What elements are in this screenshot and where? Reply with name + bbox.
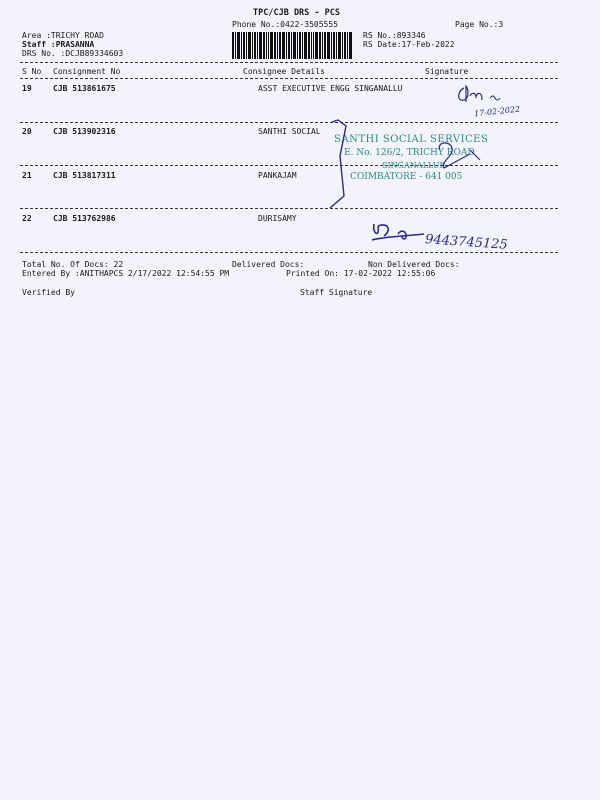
stamp-line: SINGANALLUR	[382, 161, 446, 170]
row-consignment: CJB 513902316	[53, 127, 116, 136]
stamp-line: COIMBATORE - 641 005	[350, 172, 463, 182]
divider	[20, 62, 558, 63]
signature-phone: 9443745125	[424, 232, 509, 253]
document-title: TPC/CJB DRS - PCS	[253, 8, 340, 18]
total-docs: Total No. Of Docs: 22	[22, 260, 124, 269]
divider	[20, 78, 558, 79]
row-sno: 22	[22, 214, 32, 223]
staff-signature-label: Staff Signature	[300, 288, 373, 297]
staff-name: PRASANNA	[55, 40, 95, 49]
column-header-consignment: Consignment No	[53, 67, 121, 76]
barcode-image	[232, 32, 352, 59]
area-label: Area :TRICHY ROAD	[22, 31, 104, 40]
delivered-docs: Delivered Docs:	[232, 260, 305, 269]
rs-date: RS Date:17-Feb-2022	[363, 40, 455, 49]
stamp-line: SANTHI SOCIAL SERVICES	[334, 134, 489, 145]
row-sno: 20	[22, 127, 32, 136]
column-header-consignee: Consignee Details	[243, 67, 325, 76]
column-header-sno: S No	[22, 67, 42, 76]
row-consignee: DURISAMY	[258, 214, 297, 223]
printed-on: Printed On: 17-02-2022 12:55:06	[286, 269, 436, 278]
signature-image	[320, 116, 500, 212]
signature-image	[368, 218, 428, 250]
staff-line	[22, 40, 94, 49]
verified-by-label: Verified By	[22, 288, 75, 297]
row-consignment: CJB 513861675	[53, 84, 116, 93]
row-consignment: CJB 513817311	[53, 171, 116, 180]
entered-by: Entered By :ANITHAPCS 2/17/2022 12:54:55 PM	[22, 269, 230, 278]
row-consignee: SANTHI SOCIAL	[258, 127, 321, 136]
staff-label: Staff :	[22, 40, 56, 49]
non-delivered-docs: Non Delivered Docs:	[368, 260, 460, 269]
drs-number: DRS No. :DCJB89334603	[22, 49, 124, 58]
rs-number: RS No.:893346	[363, 31, 426, 40]
row-consignee: ASST EXECUTIVE ENGG SINGANALLU	[258, 84, 403, 93]
row-sno: 21	[22, 171, 32, 180]
phone-number: Phone No.:0422-3505555	[232, 20, 338, 29]
column-header-signature: Signature	[425, 67, 469, 76]
page-number: Page No.:3	[455, 20, 504, 29]
divider	[20, 252, 558, 253]
row-sno: 19	[22, 84, 32, 93]
signature-date: 17-02-2022	[473, 104, 521, 119]
row-consignee: PANKAJAM	[258, 171, 297, 180]
row-consignment: CJB 513762986	[53, 214, 116, 223]
stamp-line: E. No. 126/2, TRICHY ROAD	[344, 148, 475, 158]
